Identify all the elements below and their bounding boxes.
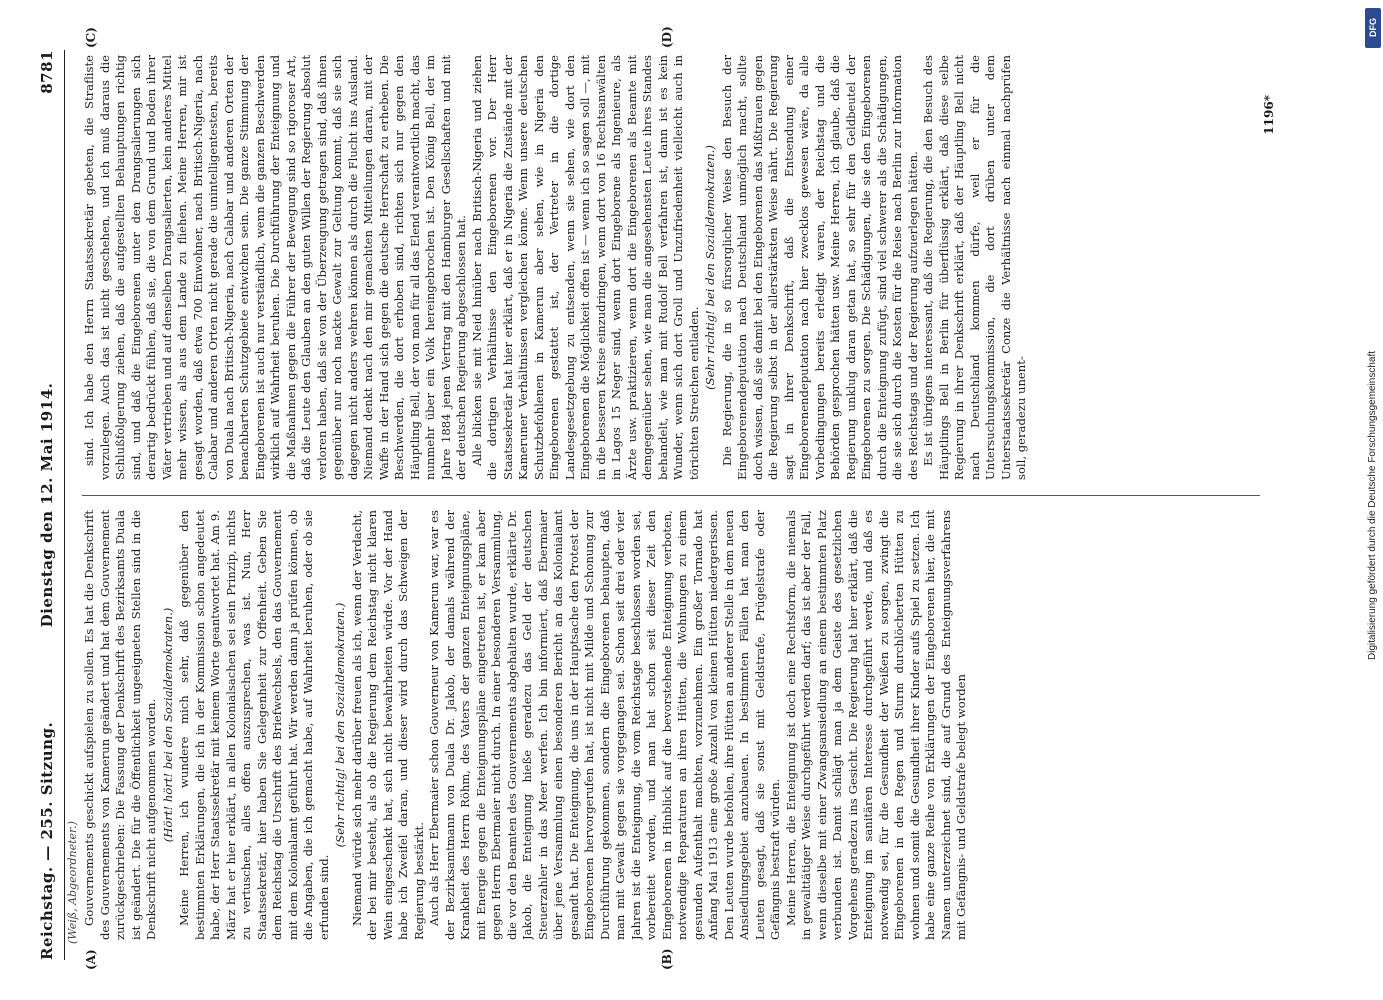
signature-mark: 1196* (1262, 95, 1276, 135)
header-date: Dienstag den 12. Mai 1914. (38, 382, 56, 628)
paragraph: Die Regierung, die in so fürsorglicher Weise den Besuch der Eingeborenendeputation nach Deutschland unmöglich macht, sollte doch wissen, daß sie damit bei den Eingeborenen das Mißtrauen gegen die Regierung selbst in der allerstärksten Weise nährt. Die Regierung sagt in ihrer Denkschrift, daß die Entsendung einer Eingeborenendeputation nach hier zwecklos gewesen wäre, da alle Vorbedingungen bereits erledigt waren, der Reichstag und die Behörden gesprochen hätten usw. Meine Herren, ich glaube, daß die Regierung unklug daran getan hat, so sehr für den Geldbeutel der Eingeborenen zu sorgen. Die Schädigungen, die sie den Eingeborenen durch die Enteignung zufügt, sind viel schwerer als die Schädigungen, die sie sich durch die Kosten für die Reise nach Berlin zur Information des Reichstags und der Regierung aufzuerlegen hätten. (719, 55, 920, 480)
header-rule (64, 50, 65, 960)
margin-mark-d: (D) (660, 26, 674, 48)
header-page-number: 8781 (38, 50, 56, 94)
speaker-tag: (Weiß, Abgeordneter.) (66, 821, 79, 944)
right-text-column (82, 55, 1260, 480)
credit-text: Digitalisierung gefördert durch die Deutsche Forschungsgemeinschaft (1367, 350, 1378, 660)
left-text-column (82, 510, 1260, 940)
interjection: (Sehr richtig! bei den Sozialdemokraten.) (703, 145, 717, 390)
page-header (38, 50, 64, 960)
interjection: (Hört! hört! bei den Sozialdemokraten.) (160, 607, 175, 843)
margin-mark-c: (C) (84, 27, 98, 48)
paragraph: Es ist übrigens interessant, daß die Regierung, die den Besuch des Häuptlings Bell in Berlin für überflüssig erklärt, daß diese selbe Regierung in ihrer Denkschrift erklärt, daß der Häuptling Bell nicht nach Deutschland kommen dürfe, weil er für die Untersuchungskommission, die dort drüben unter dem Unterstaatssekretär Conze die Verhältnisse nach einmal nachprüfen soll, geradezu unent- (921, 55, 1028, 480)
paragraph: Gouvernements geschickt aufspielen zu sollen. Es hat die Denkschrift des Gouvernements von Kamerun geändert und hat dem Gouvernement zurückgeschrieben: Die Fassung der Denkschrift des Bezirksamts Duala ist geändert. Die für die Öffentlichkeit ungeeigneten Stellen sind in die Denkschrift nicht aufgenommen worden. (82, 510, 158, 940)
interjection: (Sehr richtig! bei den Sozialdemokraten.) (333, 602, 347, 848)
paragraph: Meine Herren, ich wundere mich sehr, daß gegenüber den bestimmten Erklärungen, die ich in der Kommission schon angedeutet habe, der Herr Staatssekretär mit keinem Worte geantwortet hat. Am 9. März hat er hier erklärt, in allen Kolonialsachen sei sein Prinzip, nichts zu vertuschen, alles offen auszusprechen, was ist. Nun, Herr Staatssekretär, hier haben Sie Gelegenheit zur Offenheit. Geben Sie dem Reichstag die Urschrift des Briefwechsels, den das Gouvernement mit dem Kolonialamt geführt hat. Wir werden dann ja prüfen können, ob die Angaben, die ich gemacht habe, auf Wahrheit beruhen, oder ob sie erfunden sind. (177, 510, 331, 940)
column-divider (82, 495, 1260, 496)
paragraph: Auch als Herr Ebermaier schon Gouverneur von Kamerun war, war es der Bezirksamtmann von Duala Dr. Jakob, der damals während der Krankheit des Herrn Röhm, des Vaters der ganzen Enteignungspläne, mit Energie gegen die Enteignungspläne eingetreten ist, er kam aber gegen Herrn Ebermaier nicht durch. In einer besonderen Versammlung, die vor den Beamten des Gouvernements abgehalten wurde, erklärte Dr. Jakob, die Enteignung hieße geradezu das Geld der deutschen Steuerzahler in das Meer werfen. Ich bin informiert, daß Ebermaier über jene Versammlung einen besonderen Bericht an das Kolonialamt gesandt hat. Die Enteignung, die uns in der Hauptsache den Protest der Eingeborenen hervorgerufen hat, ist nicht mit Milde und Schonung zur Durchführung gekommen, sondern die Eingeborenen behaupten, daß man mit Gewalt gegen sie vorgegangen sei. Schon seit drei oder vier Jahren ist die Enteignung, die vom Reichstage beschlossen worden sei, vorbereitet worden, und man hat schon seit dieser Zeit den Eingeborenen in Hinblick auf die bevorstehende Enteignung verboten, notwendige Reparaturen an ihren Hütten, die Wohnungen zu einem gesunden Aufenthalt machten, vorzunehmen. Ein großer Tornado hat Anfang Mai 1913 eine große Anzahl von kleinen Hütten niedergerissen. Den Leuten wurde befohlen, ihre Hütten an anderer Stelle in dem neuen Ansiedlungsgebiet anzubauen. In bestimmten Fällen hat man den Leuten gesagt, daß sie sonst mit Geldstrafe, Prügelstrafe oder Gefängnis bestraft würden. (427, 510, 782, 940)
margin-mark-b: (B) (660, 948, 674, 970)
margin-mark-a: (A) (84, 949, 98, 970)
header-session: Reichstag. — 255. Sitzung. (38, 721, 56, 960)
paragraph: Niemand würde sich mehr darüber freuen als ich, wenn der Verdacht, der bei mir besteht, als ob die Regierung dem Reichstag nicht klaren Wein eingeschenkt hat, sich nicht bewahrheiten würde. Vor der Hand habe ich Zweifel daran, und dieser wird durch das Schweigen der Regierung bestärkt. (349, 510, 426, 940)
digitization-credit (1361, 0, 1383, 1000)
paragraph: Alle blicken sie mit Neid hinüber nach Britisch-Nigeria und ziehen die dortigen Verhältnisse den Eingeborenen vor. Der Herr Staatssekretär hat hier erklärt, daß er in Nigeria die Zustände mit der Kameruner Verhältnissen vergleichen könne. Wenn unsere deutschen Schutzbefohlenen in Kamerun aber sehen, wie in Nigeria den Eingeborenen gestattet ist, der Vertreter in die dortige Landesgesetzgebung zu entsenden, wenn sie sehen, wie dort den Eingeborenen die Möglichkeit offen ist — wenn ich so sagen soll —, mit in die besseren Kreise einzudringen, wenn dort von 16 Rechtsanwälten in Lagos 15 Neger sind, wenn dort Eingeborene als Ingenieure, als Ärzte usw. praktizieren, wenn dort die Eingeborenen als Beamte mit demgegenüber sehen, wie man die angesehensten Leute ihres Standes behandelt, wie man mit Rudolf Bell verfahren ist, dann ist es kein Wunder, wenn sich dort Groll und Unzufriedenheit vielleicht auch in törichten Streichen entladen. (469, 55, 701, 480)
paragraph: Meine Herren, die Enteignung ist doch eine Rechtsform, die niemals in gewalttätiger Weise durchgeführt werden darf; das ist aber der Fall, wenn dieselbe mit einer Zwangsansiedlung an einem bestimmten Platz verbunden ist. Damit schlägt man ja dem Geiste des gesetzlichen Vorgehens geradezu ins Gesicht. Die Regierung hat hier erklärt, daß die Enteignung im sanitären Interesse durchgeführt werde, und daß es notwendig sei, für die Gesundheit der Weißen zu sorgen, zwingt die Eingeborenen in den Regen und Sturm durchlöcherten Hütten zu wohnen und somit die Gesundheit ihrer Kinder aufs Spiel zu setzen. Ich habe eine ganze Reihe von Erklärungen der Eingeborenen hier, die mit Namen unterzeichnet sind, die auf Grund des Enteignungsverfahrens mit Gefängnis- und Geldstrafe belegt worden (783, 510, 968, 940)
paragraph: sind. Ich habe den Herrn Staatssekretär gebeten, die Strafliste vorzulegen. Auch das ist nicht geschehen, und ich muß daraus die Schlußfolgerung ziehen, daß die aufgestellten Behauptungen richtig sind, und daß die Eingeborenen unter den Drangsalierungen sich derartig bedrückt fühlen, daß sie, die von dem Grund und Boden ihrer Väter vertrieben und auf denselben Drangsalierten, kein anderes Mittel mehr wissen, als aus dem Lande zu fliehen. Meine Herren, mir ist gesagt worden, daß etwa 700 Einwohner, nach Britisch-Nigeria, nach Calabar und anderen Orten nicht gerade die unintelligentesten, bereits von Duala nach Britisch-Nigeria, nach Calabar und anderen Orten der benachbarten Schutzgebiete entwichen sein. Die ganze Stimmung der Eingeborenen ist auch nur verständlich, wenn die ganzen Beschwerden wirklich auf Wahrheit beruhen. Die Durchführung der Enteignung und die Maßnahmen gegen die Führer der Bewegung sind so rigoroser Art, daß die Leute den Glauben an den guten Willen der Regierung absolut verloren haben, daß sie von der Überzeugung getragen sind, daß ihnen gegenüber nur noch nackte Gewalt zur Geltung kommt, daß sie sich dagegen nicht anders wehren können als durch die Flucht ins Ausland. Niemand denkt nach den mir gemachten Mitteilungen daran, mit der Waffe in der Hand sich gegen die deutsche Herrschaft zu erheben. Die Beschwerden, die dort erhoben sind, richten sich nur gegen den Häuptling Bell, der von man für all das Elend verantwortlich macht, das nunmehr über ein Volk hereingebrochen ist. Den König Bell, der im Jahre 1884 jenen Vertrag mit den Hamburger Gesellschaften und mit der deutschen Regierung abgeschlossen hat. (82, 55, 468, 480)
dfg-logo: DFG (1365, 8, 1381, 48)
